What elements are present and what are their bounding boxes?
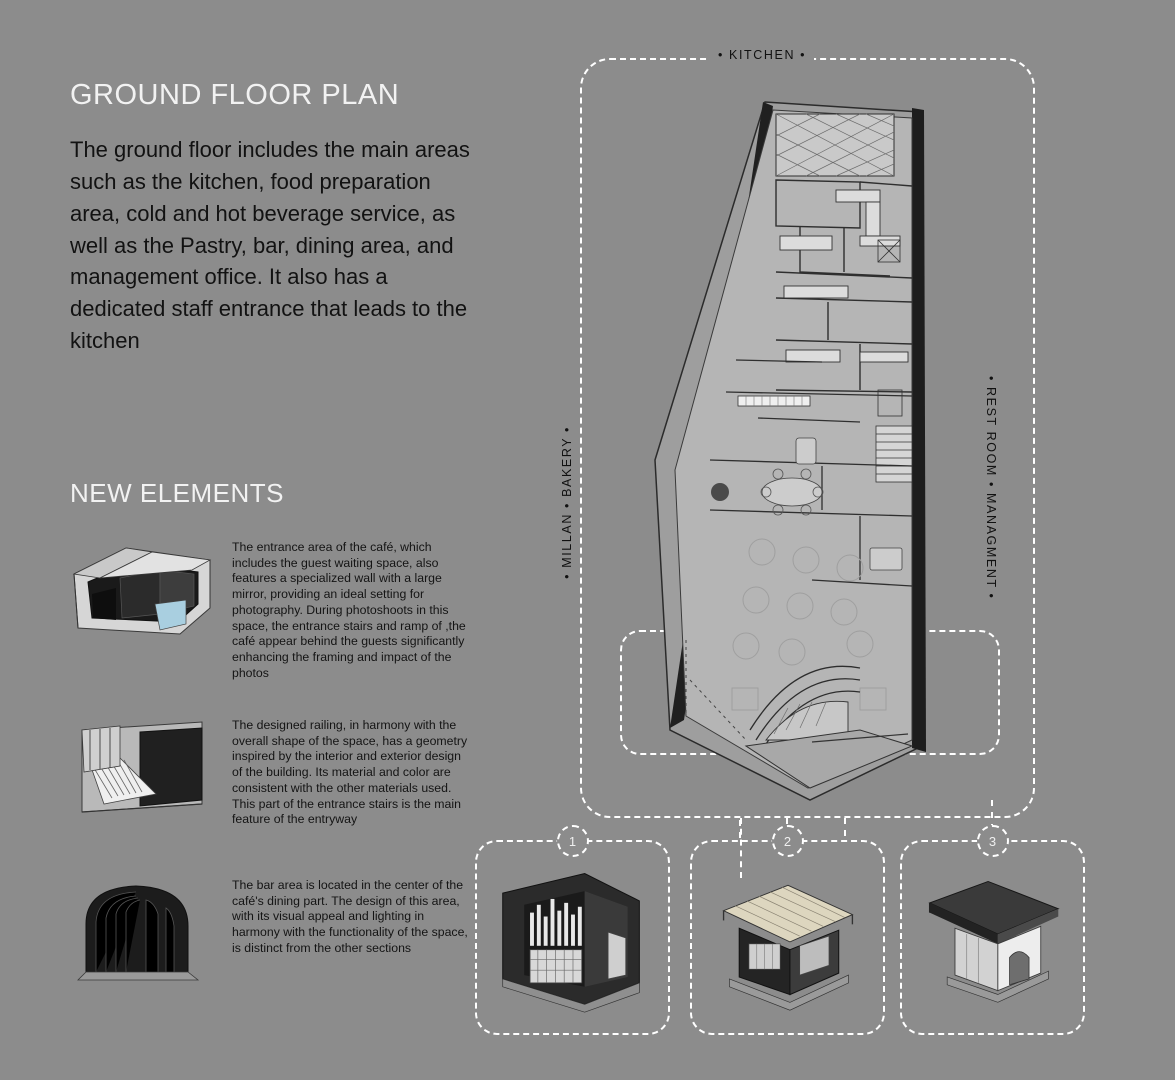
new-elements-title: NEW ELEMENTS — [70, 478, 285, 508]
new-element-row — [60, 708, 480, 828]
callout-3[interactable] — [900, 833, 1085, 1035]
callout-2[interactable] — [690, 833, 885, 1035]
bar-interior-perspective-image — [491, 856, 654, 1019]
plan-label-kitchen: • KITCHEN • — [710, 48, 814, 62]
new-element-row — [60, 530, 480, 682]
entrance-canopy-perspective-image — [916, 856, 1069, 1019]
new-element-row — [60, 868, 480, 988]
plan-label-millan-bakery: • MILLAN • BAKERY • — [560, 420, 574, 585]
new-element-description: The entrance area of the café, which includes the guest waiting space, also features a specialized wall with a large mirror, providing an ideal setting for photography. During photoshoots in this space, the entrance stairs and ramp of ,the café appear behind the guests significantly enhancing the framing and impact of the photos — [232, 540, 466, 680]
intro-paragraph: The ground floor includes the main areas such as the kitchen, food preparation area, cold and hot beverage service, as well as the Pastry, bar, dining area, and management office. It also has a dedicated staff entrance that leads to the kitchen — [70, 136, 470, 354]
callout-number-badge: 3 — [977, 825, 1009, 857]
entrance-mirror-wall-sketch-icon — [60, 530, 220, 650]
ground-floor-plan-drawing — [560, 40, 1160, 850]
canopy-seating-perspective-image — [706, 856, 869, 1019]
new-element-description: The bar area is located in the center of the café's dining part. The design of this area, with its visual appeal and lighting in harmony with the functionality of the space, is distinct from the other sections — [232, 878, 468, 955]
plan-label-restroom-management: • REST ROOM • MANAGMENT • — [984, 370, 998, 606]
callout-1[interactable] — [475, 833, 670, 1035]
left-column — [70, 80, 490, 357]
page-title: GROUND FLOOR PLAN — [70, 79, 400, 111]
bar-counter-sketch-icon — [60, 868, 220, 988]
callout-number-badge: 1 — [557, 825, 589, 857]
stair-railing-sketch-icon — [60, 708, 220, 828]
new-element-description: The designed railing, in harmony with the overall shape of the space, has a geometry inspired by the interior and exterior design of the building. Its material and color are consistent with the other materials used. This part of the entrance stairs is the main feature of the entryway — [232, 718, 468, 827]
callout-number-badge: 2 — [772, 825, 804, 857]
floor-plan-region — [560, 40, 1160, 850]
